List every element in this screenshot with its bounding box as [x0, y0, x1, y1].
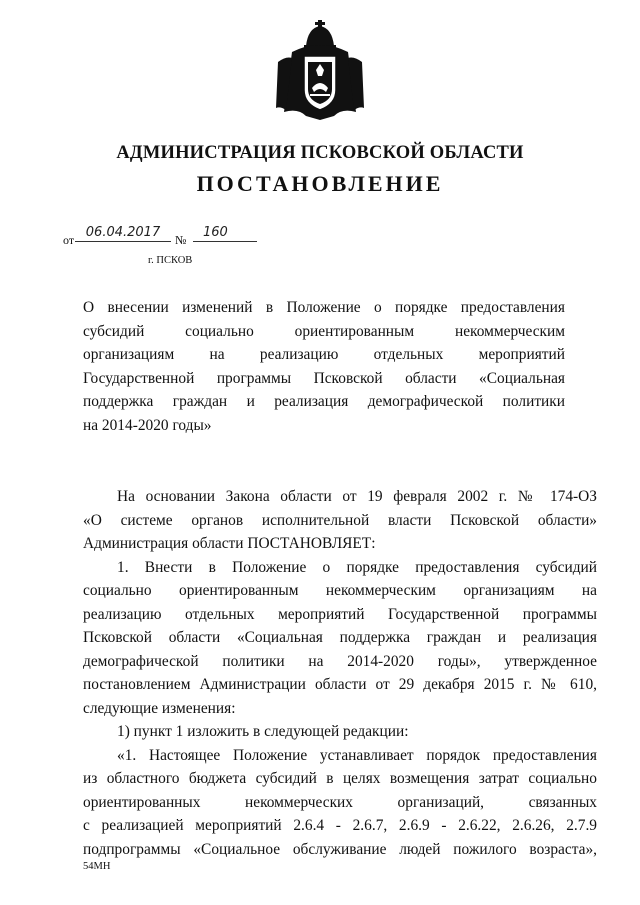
body-line: подпрограммы «Социальное обслуживание людей пожилого возраста», — [83, 840, 597, 858]
document-title — [83, 296, 565, 437]
body-line: реализацию отдельных мероприятий Государственной программы — [83, 605, 597, 623]
title-line: поддержка граждан и реализация демографической политики — [83, 393, 565, 410]
title-line: на 2014-2020 годы» — [83, 416, 212, 434]
body-line: «О системе органов исполнительной власти Псковской области» — [83, 511, 597, 529]
body-line: Псковской области «Социальная поддержка граждан и реализация — [83, 629, 597, 646]
title-line: Государственной программы Псковской области «Социальная — [83, 369, 565, 387]
date-prefix: от — [63, 233, 75, 247]
body-line: 1. Внести в Положение о порядке предоставления субсидий — [117, 558, 597, 576]
footer-code: 54МН — [83, 861, 111, 872]
document-body — [83, 485, 597, 861]
body-line: На основании Закона области от 19 февраля 2002 г. № 174-ОЗ — [117, 488, 597, 505]
document-date: 06.04.2017 — [75, 225, 171, 242]
body-line: демографической политики на 2014-2020 годы», утвержденное — [83, 652, 597, 670]
document-type: ПОСТАНОВЛЕНИЕ — [196, 171, 444, 196]
number-prefix: № — [175, 233, 187, 247]
body-line: «1. Настоящее Положение устанавливает порядок предоставления — [117, 746, 597, 764]
body-line: Администрация области ПОСТАНОВЛЯЕТ: — [83, 535, 376, 552]
body-line: ориентированных некоммерческих организаций, связанных — [83, 793, 597, 811]
city-label: г. ПСКОВ — [148, 255, 193, 266]
document-number: 160 — [193, 225, 257, 242]
body-line: с реализацией мероприятий 2.6.4 - 2.6.7, 2.6.9 - 2.6.22, 2.6.26, 2.7.9 — [83, 817, 597, 834]
body-line: социально ориентированным некоммерческим организациям на — [83, 582, 597, 599]
body-line: следующие изменения: — [83, 699, 236, 717]
body-line: из областного бюджета субсидий в целях возмещения затрат социально — [83, 770, 597, 787]
title-line: организациям на реализацию отдельных мероприятий — [83, 346, 565, 363]
date-number-line — [63, 225, 263, 247]
coat-of-arms-emblem — [272, 18, 368, 122]
title-line: субсидий социально ориентированным некоммерческим — [83, 322, 565, 340]
organization-name: АДМИНИСТРАЦИЯ ПСКОВСКОЙ ОБЛАСТИ — [116, 143, 524, 163]
title-line: О внесении изменений в Положение о порядке предоставления — [83, 299, 565, 316]
body-line: 1) пункт 1 изложить в следующей редакции: — [117, 723, 409, 740]
body-line: постановлением Администрации области от 29 декабря 2015 г. № 610, — [83, 676, 597, 693]
